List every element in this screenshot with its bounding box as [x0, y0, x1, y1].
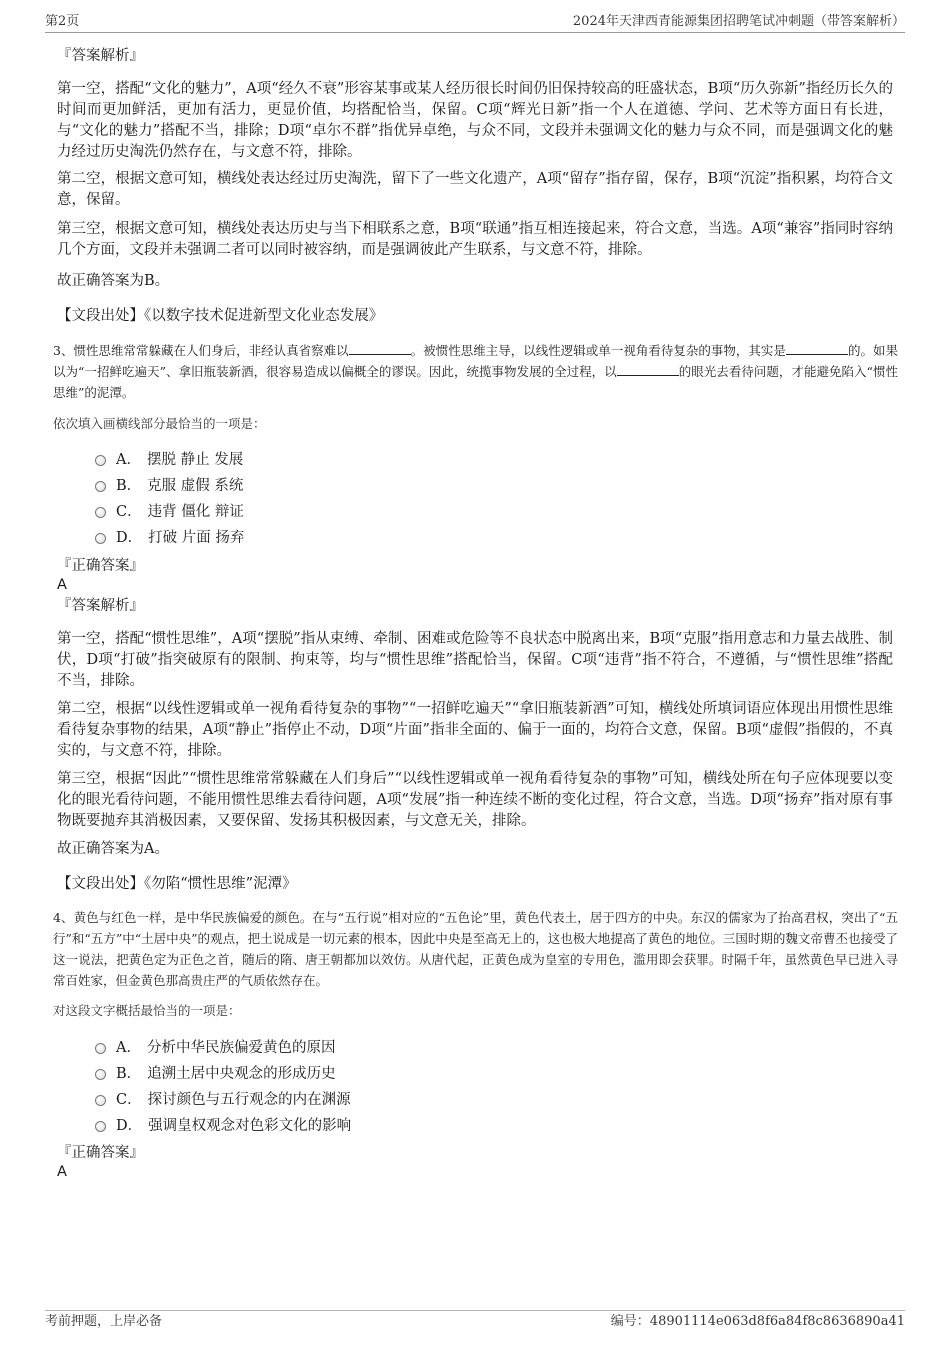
q2-conclusion: 故正确答案为B。 [57, 273, 170, 289]
q3-source: 【文段出处】《勿陷“惯性思维”泥潭》 [57, 876, 297, 892]
radio-button-icon[interactable] [95, 507, 106, 518]
option-letter: B． [116, 1066, 142, 1082]
q3-option-d[interactable] [95, 527, 244, 549]
fill-blank-2 [786, 341, 848, 355]
option-letter: D． [116, 530, 143, 546]
radio-button-icon[interactable] [95, 1043, 106, 1054]
q3-analysis-p2: 第二空，根据“以线性逻辑或单一视角看待复杂的事物”“一招鲜吃遍天”“拿旧瓶装新酒”可知，横线处所填词语应体现出用惯性思维看待复杂事物的结果，A项“静止”指停止不动，D项“片面”指非全面的、偏于一面的，均符合文意，保留。B项“虚假”指假的，不真实的，与文意不符，排除。 [57, 701, 893, 759]
option-text: 摆脱 静止 发展 [146, 452, 244, 468]
option-letter: C． [116, 1092, 142, 1108]
q3-option-a[interactable] [95, 449, 243, 471]
q2-analysis-p3: 第三空，根据文意可知，横线处表达历史与当下相联系之意，B项“联通”指互相连接起来，符合文意，当选。A项“兼容”指同时容纳几个方面，文段并未强调二者可以同时被容纳，而是强调彼此产生联系，与文意不符，排除。 [57, 221, 893, 258]
q4-prompt: 对这段文字概括最恰当的一项是： [53, 1003, 241, 1018]
q3-stem-part: 的。如果以为“一招鲜吃遍天”、拿旧瓶装新酒，很容易造成以偏概全的谬误。因此，统揽事物发展的全过程，以 [53, 343, 898, 379]
q4-answer: A [57, 1164, 67, 1180]
q4-stem: 4、黄色与红色一样，是中华民族偏爱的颜色。在与“五行说”相对应的“五色论”里，黄色代表土，居于四方的中央。东汉的儒家为了抬高君权，突出了“五行”和“五方”中“土居中央”的观点，把土说成是一切元素的根本，因此中央是至高无上的，这也极大地提高了黄色的地位。三国时期的魏文帝曹丕也接受了这一说法，把黄色定为正色之首，随后的隋、唐王朝都加以效仿。从唐代起，正黄色成为皇室的专用色，滥用即会获罪。时隔千年，虽然黄色早已进入寻常百姓家，但金黄色那高贵庄严的气质依然存在。 [53, 910, 898, 988]
q3-answer: A [57, 577, 67, 593]
fill-blank-1 [349, 341, 411, 355]
option-letter: D． [116, 1118, 143, 1134]
page-header [45, 12, 905, 33]
fill-blank-3 [617, 362, 679, 376]
q4-option-a[interactable] [95, 1037, 335, 1059]
option-letter: B． [116, 478, 142, 494]
radio-button-icon[interactable] [95, 481, 106, 492]
option-text: 追溯土居中央观念的形成历史 [147, 1066, 336, 1082]
q3-stem-part: 的眼光去看待问题，才能避免陷入“惯性思维”的泥潭。 [53, 364, 898, 400]
q4-option-b[interactable] [95, 1063, 336, 1085]
q3-conclusion: 故正确答案为A。 [57, 841, 169, 857]
q3-option-c[interactable] [95, 501, 244, 523]
document-title: 2024年天津西青能源集团招聘笔试冲刺题（带答案解析） [572, 14, 905, 29]
option-letter: C． [116, 504, 142, 520]
q2-analysis-p1: 第一空，搭配“文化的魅力”，A项“经久不衰”形容某事或某人经历很长时间仍旧保持较高的旺盛状态，B项“历久弥新”指经历长久的时间而更加鲜活，更加有活力，更显价值，均搭配恰当，保留。C项“辉光日新”指一个人在道德、学问、艺术等方面日有长进，与“文化的魅力”搭配不当，排除；D项“卓尔不群”指优异卓绝，与众不同，文段并未强调文化的魅力与众不同，而是强调文化的魅力经过历史淘洗仍然存在，与文意不符，排除。 [57, 81, 893, 160]
q3-analysis-label: 『答案解析』 [57, 598, 144, 614]
option-text: 探讨颜色与五行观念的内在渊源 [147, 1092, 351, 1108]
q3-answer-label: 『正确答案』 [57, 558, 144, 574]
q4-option-c[interactable] [95, 1089, 351, 1111]
q3-stem-part: 3、惯性思维常常躲藏在人们身后，非经认真省察难以 [53, 343, 349, 358]
q2-analysis-p2: 第二空，根据文意可知，横线处表达经过历史淘洗，留下了一些文化遗产，A项“留存”指存留，保存，B项“沉淀”指积累，均符合文意，保留。 [57, 171, 893, 208]
option-text: 打破 片面 扬弃 [148, 530, 245, 546]
option-text: 强调皇权观念对色彩文化的影响 [148, 1118, 352, 1134]
option-letter: A． [116, 452, 141, 468]
q3-analysis-p3: 第三空，根据“因此”“惯性思维常常躲藏在人们身后”“以线性逻辑或单一视角看待复杂的事物”可知，横线处所在句子应体现要以变化的眼光看待问题，不能用惯性思维去看待问题，A项“发展”指一种连续不断的变化过程，符合文意，当选。D项“扬弃”指对原有事物既要抛弃其消极因素，又要保留、发扬其积极因素，与文意无关，排除。 [57, 771, 893, 829]
option-letter: A． [116, 1040, 141, 1056]
footer-slogan: 考前押题，上岸必备 [45, 1314, 163, 1329]
q3-stem-part: 。被惯性思维主导，以线性逻辑或单一视角看待复杂的事物，其实是 [410, 343, 786, 358]
radio-button-icon[interactable] [95, 1121, 106, 1132]
q3-analysis-p1: 第一空，搭配“惯性思维”，A项“摆脱”指从束缚、牵制、困难或危险等不良状态中脱离出来，B项“克服”指用意志和力量去战胜、制伏，D项“打破”指突破原有的限制、拘束等，均与“惯性思维”搭配恰当，保留。C项“违背”指不符合，不遵循，与“惯性思维”搭配不当，排除。 [57, 631, 893, 689]
q3-option-b[interactable] [95, 475, 243, 497]
option-text: 克服 虚假 系统 [147, 478, 244, 494]
q4-option-d[interactable] [95, 1115, 351, 1137]
q2-source: 【文段出处】《以数字技术促进新型文化业态发展》 [57, 308, 384, 324]
radio-button-icon[interactable] [95, 455, 106, 466]
page-number: 第2页 [45, 14, 80, 29]
radio-button-icon[interactable] [95, 1069, 106, 1080]
option-text: 违背 僵化 辩证 [147, 504, 244, 520]
page-footer [45, 1310, 905, 1333]
document-id: 编号：48901114e063d8f6a84f8c8636890a41 [610, 1314, 905, 1329]
q2-analysis-label: 『答案解析』 [57, 48, 144, 64]
option-text: 分析中华民族偏爱黄色的原因 [146, 1040, 336, 1056]
q3-prompt: 依次填入画横线部分最恰当的一项是： [53, 416, 266, 431]
radio-button-icon[interactable] [95, 533, 106, 544]
q3-stem [53, 340, 898, 403]
q4-answer-label: 『正确答案』 [57, 1145, 144, 1161]
radio-button-icon[interactable] [95, 1095, 106, 1106]
